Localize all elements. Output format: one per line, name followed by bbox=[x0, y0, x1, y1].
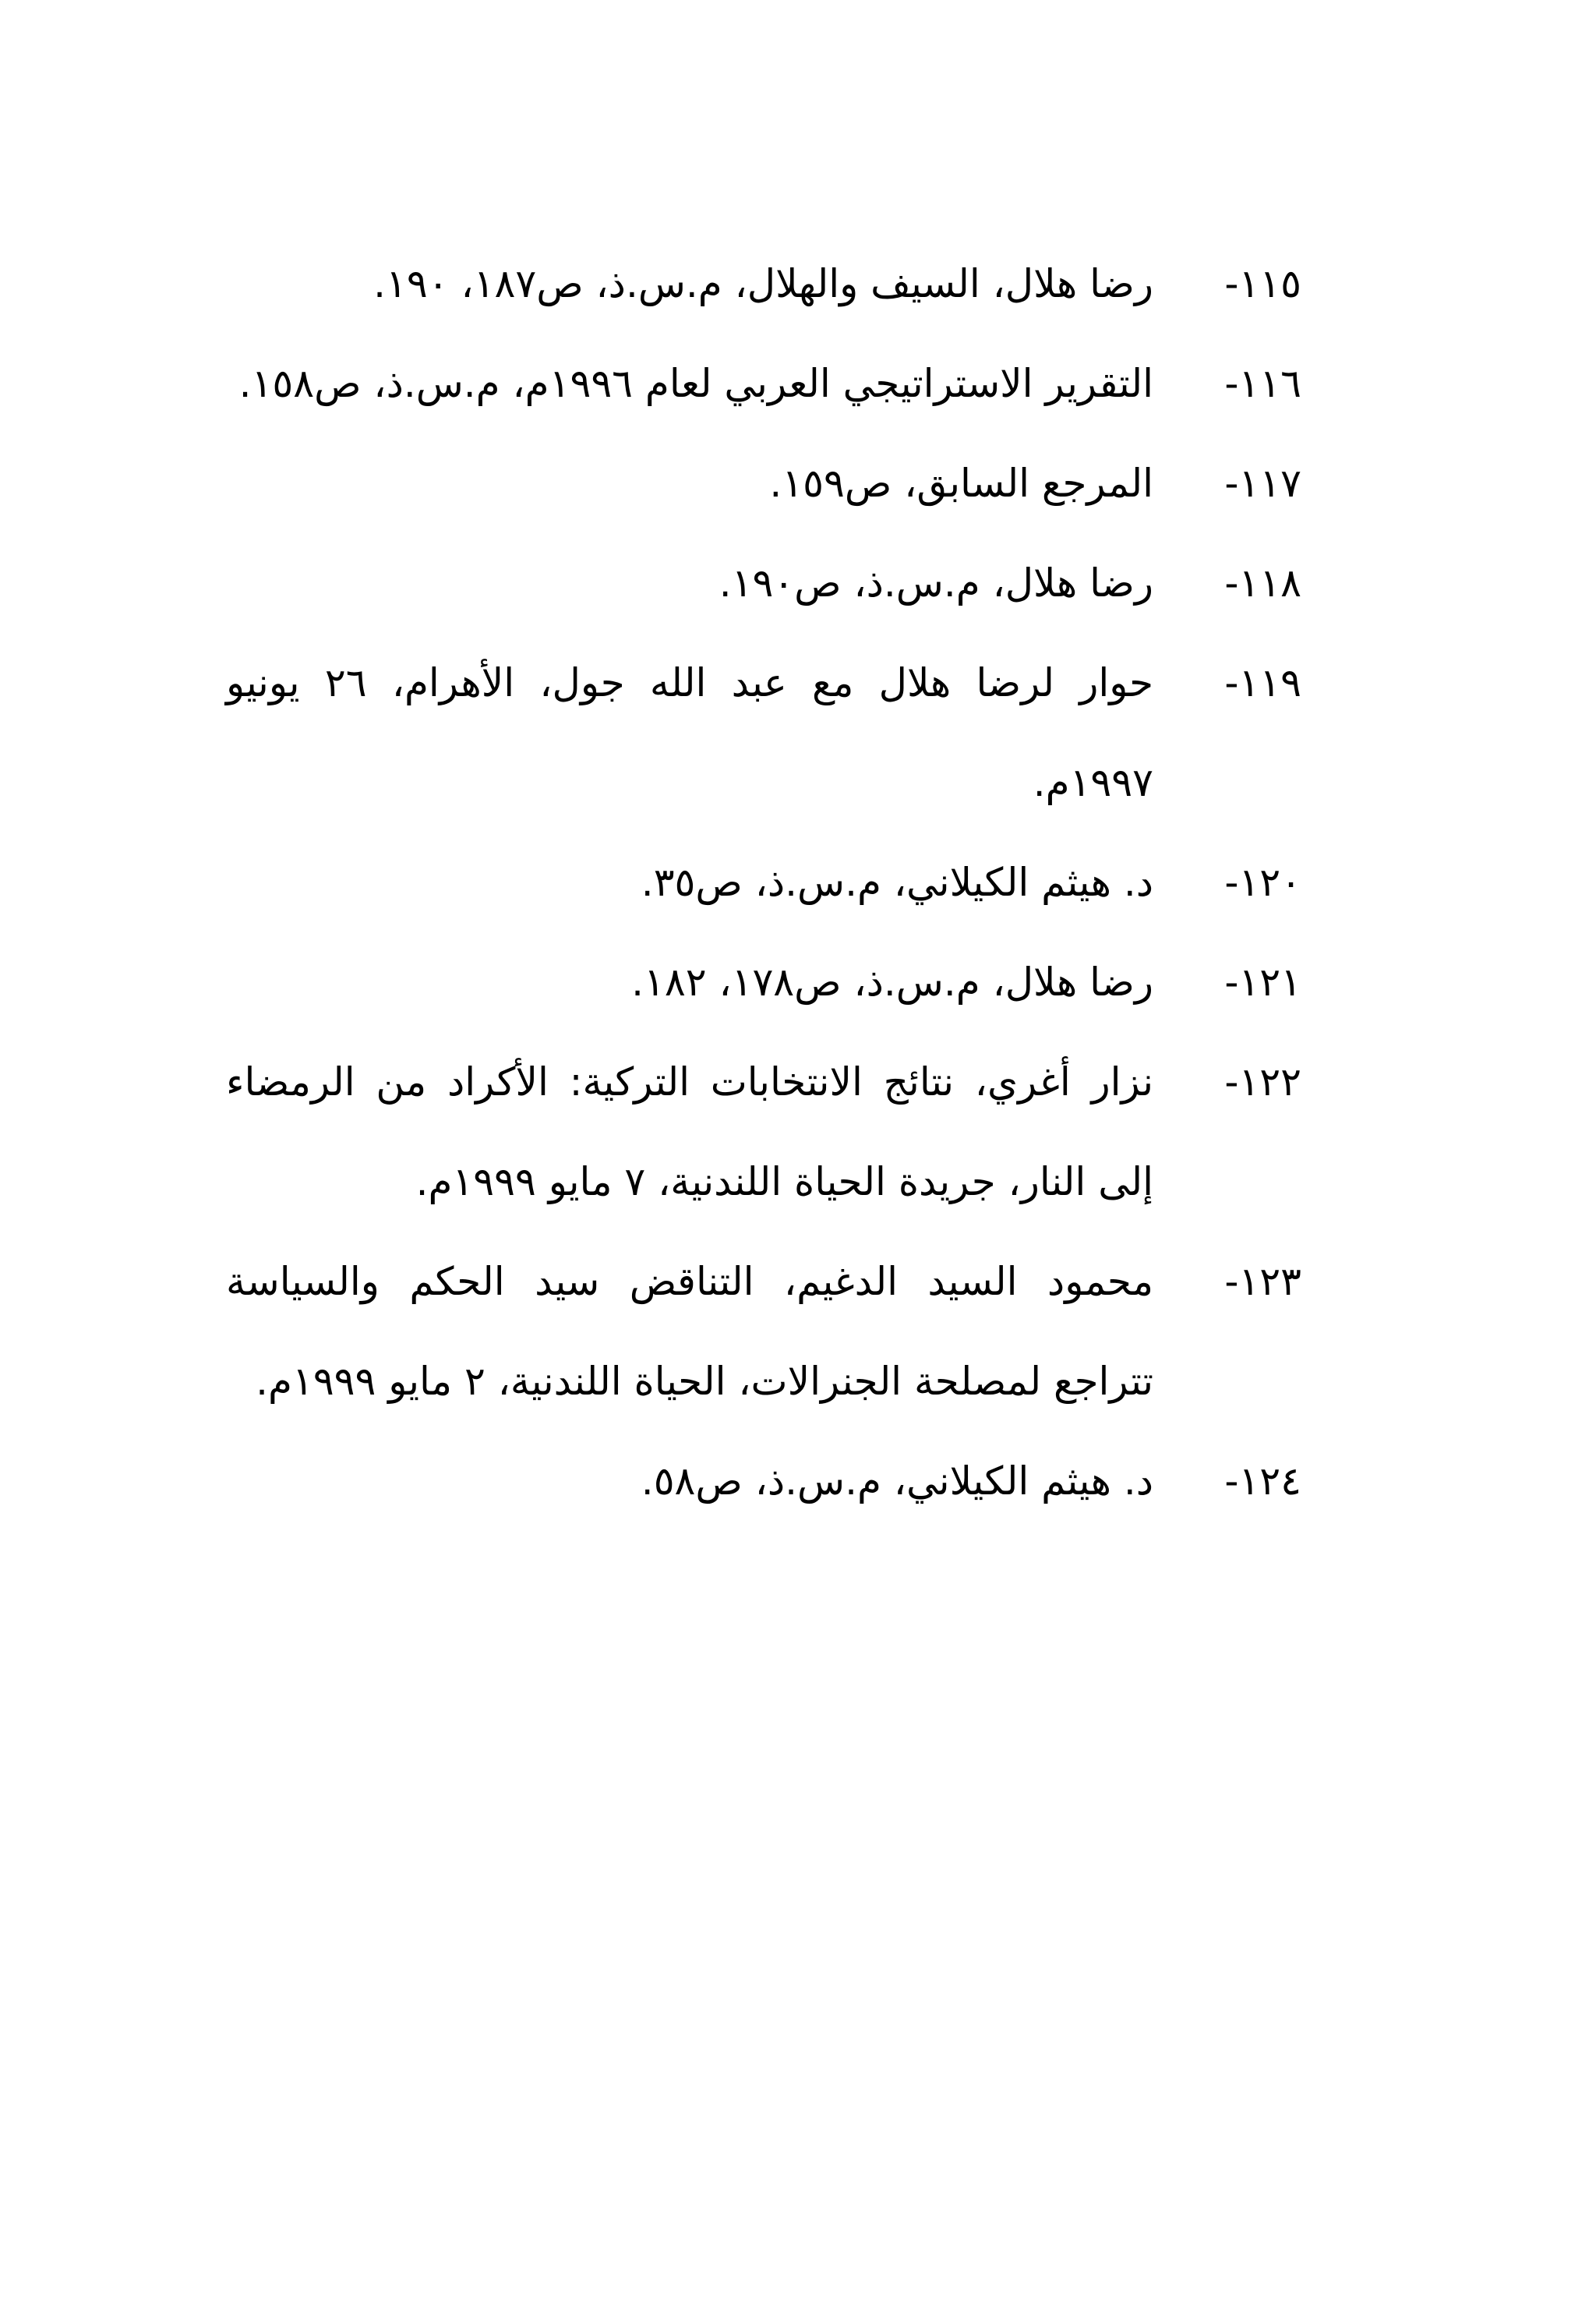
endnote-119 bbox=[226, 633, 1301, 833]
endnote-121 bbox=[226, 932, 1301, 1032]
endnote-text: رضا هلال، م.س.ذ، ص١٧٨، ١٨٢. bbox=[631, 960, 1153, 1005]
endnote-115 bbox=[226, 234, 1301, 334]
endnote-number: ١٢٣- bbox=[1224, 1259, 1301, 1304]
endnote-number: ١١٨- bbox=[1224, 560, 1301, 606]
endnote-117 bbox=[226, 433, 1301, 533]
endnote-number: ١٢١- bbox=[1224, 960, 1301, 1005]
endnote-118 bbox=[226, 533, 1301, 633]
endnote-number: ١١٩- bbox=[1224, 660, 1301, 705]
endnote-number: ١٢٤- bbox=[1224, 1458, 1301, 1504]
endnote-number: ١٢٠- bbox=[1224, 860, 1301, 905]
endnote-number: ١١٧- bbox=[1224, 461, 1301, 506]
endnotes-list bbox=[226, 234, 1301, 1531]
endnote-text: د. هيثم الكيلاني، م.س.ذ، ص٥٨. bbox=[641, 1458, 1153, 1504]
endnote-text: التقرير الاستراتيجي العربي لعام ١٩٩٦م، م.س.ذ، ص١٥٨. bbox=[238, 361, 1153, 406]
endnote-123 bbox=[226, 1232, 1301, 1431]
endnote-text: رضا هلال، السيف والهلال، م.س.ذ، ص١٨٧، ١٩٠. bbox=[373, 261, 1153, 306]
endnote-number: ١١٥- bbox=[1224, 261, 1301, 306]
endnote-124 bbox=[226, 1431, 1301, 1531]
endnote-120 bbox=[226, 833, 1301, 932]
endnote-text: رضا هلال، م.س.ذ، ص١٩٠. bbox=[719, 560, 1153, 606]
endnote-text: نزار أغري، نتائج الانتخابات التركية: الأكراد من الرمضاء إلى النار، جريدة الحياة اللندنية، ٧ مايو ١٩٩٩م. bbox=[226, 1059, 1153, 1204]
endnote-text: محمود السيد الدغيم، التناقض سيد الحكم والسياسة تتراجع لمصلحة الجنرالات، الحياة اللندنية، ٢ مايو ١٩٩٩م. bbox=[226, 1259, 1153, 1404]
endnote-122 bbox=[226, 1032, 1301, 1232]
endnote-number: ١١٦- bbox=[1224, 361, 1301, 406]
endnote-text: المرجع السابق، ص١٥٩. bbox=[769, 461, 1153, 506]
endnote-text: د. هيثم الكيلاني، م.س.ذ، ص٣٥. bbox=[641, 860, 1153, 905]
endnote-number: ١٢٢- bbox=[1224, 1059, 1301, 1105]
endnote-116 bbox=[226, 334, 1301, 433]
endnote-text: حوار لرضا هلال مع عبد الله جول، الأهرام، ٢٦ يونيو ١٩٩٧م. bbox=[226, 660, 1153, 805]
